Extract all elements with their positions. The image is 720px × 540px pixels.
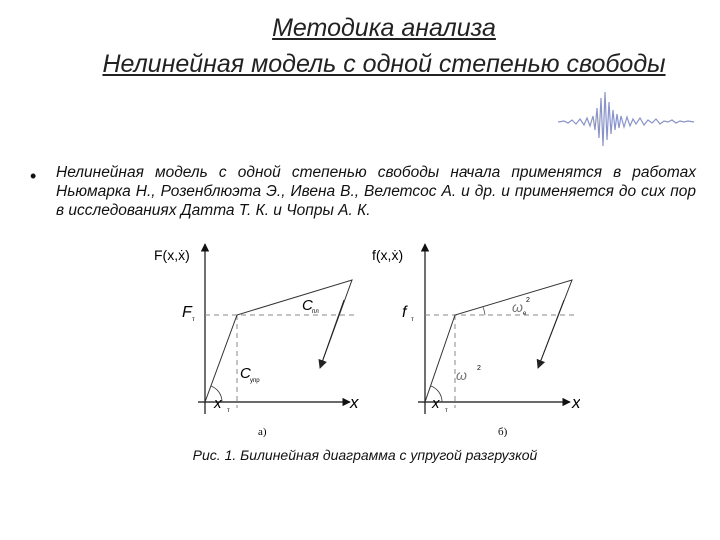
left-elastic-stiffness-label: C: [240, 365, 251, 382]
left-yield-disp-label: x: [214, 395, 222, 412]
bilinear-diagram: [150, 238, 580, 438]
seismogram-image: [558, 88, 698, 150]
left-plastic-stiffness-label: C: [302, 297, 313, 314]
panel-a-label: а): [258, 426, 267, 438]
left-elastic-stiffness-sub: упр: [250, 378, 260, 384]
right-yield-disp-sub: т: [445, 408, 448, 414]
right-upper-angle-arc: [483, 307, 485, 315]
right-yield-force-label: f: [402, 304, 407, 321]
left-unloading-arrow: [320, 300, 344, 368]
slide-title: Методика анализа: [272, 14, 496, 42]
bullet-text: Нелинейная модель с одной степенью свободы начала применятся в работах Ньюмарка Н., Розенблюэта Э., Ивена В., Велетсос А. и др. и применяется до сих пор в исследованиях Датта Т. К. и Чопры А. К.: [56, 164, 696, 219]
left-yield-disp-sub: т: [227, 408, 230, 414]
left-yield-force-label: F: [182, 304, 192, 321]
right-y-axis-label: f(x,ẋ): [372, 247, 404, 263]
left-yield-force-sub: т: [192, 317, 195, 323]
right-yield-force-sub: т: [411, 317, 414, 323]
bullet-marker: •: [30, 166, 37, 186]
panel-b: [372, 244, 580, 438]
right-lower-omega-sup: 2: [477, 365, 481, 372]
right-lower-omega-label: ω: [456, 367, 467, 383]
seismogram-trace: [558, 92, 694, 146]
right-loading-curve: [425, 280, 572, 402]
right-yield-disp-label: x: [432, 395, 440, 412]
right-unloading-arrow: [538, 300, 564, 368]
right-upper-omega-sup: 2: [526, 297, 530, 304]
right-upper-omega-sub: e: [523, 311, 527, 317]
right-upper-omega-label: ω: [512, 299, 523, 315]
figure-caption: Рис. 1. Билинейная диаграмма с упругой разгрузкой: [192, 447, 538, 463]
slide-subtitle: Нелинейная модель с одной степенью свободы: [102, 50, 666, 78]
left-x-axis-label: x: [350, 393, 359, 412]
panel-b-label: б): [498, 426, 508, 438]
left-plastic-stiffness-sub: пл: [312, 309, 319, 315]
right-x-axis-label: x: [572, 393, 580, 412]
left-y-axis-label: F(x,ẋ): [154, 247, 190, 263]
panel-a: [154, 244, 359, 438]
